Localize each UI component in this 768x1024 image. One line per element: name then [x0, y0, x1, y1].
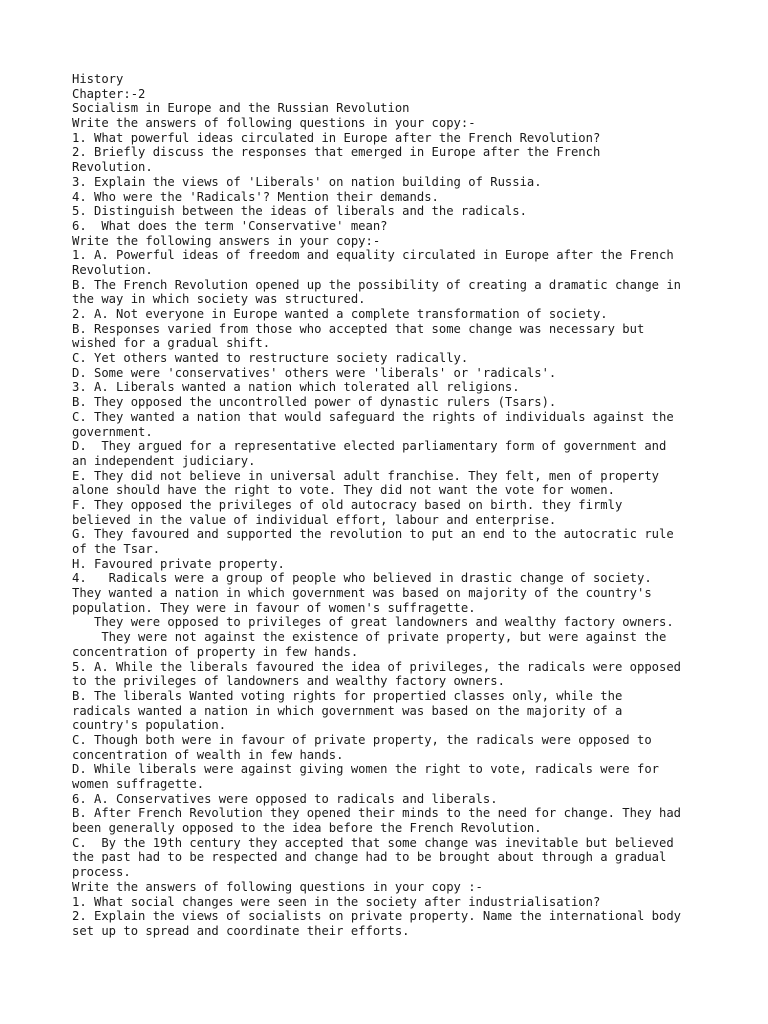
text-line: F. They opposed the privileges of old autocracy based on birth. they firmly [72, 497, 623, 512]
text-line: country's population. [72, 718, 227, 733]
text-line: alone should have the right to vote. They did not want the vote for women. [72, 483, 615, 498]
text-line: 1. A. Powerful ideas of freedom and equality circulated in Europe after the French [72, 248, 674, 263]
text-line: 6. What does the term 'Conservative' mean? [72, 218, 388, 233]
text-line: 2. A. Not everyone in Europe wanted a complete transformation of society. [72, 307, 608, 321]
text-line: C. Yet others wanted to restructure society radically. [72, 351, 469, 366]
text-line: They were opposed to privileges of great landowners and wealthy factory owners. [72, 615, 674, 630]
text-line: been generally opposed to the idea before the French Revolution. [72, 821, 542, 836]
text-line: G. They favoured and supported the revolution to put an end to the autocratic rule [72, 527, 674, 542]
text-line: Revolution. [72, 262, 153, 277]
text-line: History [72, 72, 124, 86]
document-page [72, 72, 712, 939]
text-line: population. They were in favour of women's suffragette. [72, 600, 476, 615]
text-line: Socialism in Europe and the Russian Revolution [72, 101, 410, 116]
text-line: 4. Who were the 'Radicals'? Mention their demands. [72, 189, 439, 204]
text-line: They wanted a nation in which government was based on majority of the country's [72, 586, 652, 601]
text-line: the past had to be respected and change had to be brought about through a gradual [72, 850, 667, 865]
text-line: set up to spread and coordinate their efforts. [72, 923, 410, 938]
text-line: concentration of wealth in few hands. [72, 747, 344, 762]
text-line: 5. Distinguish between the ideas of liberals and the radicals. [72, 204, 527, 219]
text-line: Chapter:-2 [72, 86, 146, 101]
text-line: process. [72, 865, 131, 880]
text-line: D. Some were 'conservatives' others were 'liberals' or 'radicals'. [72, 365, 557, 380]
text-line: C. Though both were in favour of private property, the radicals were opposed to [72, 732, 652, 747]
text-line: wished for a gradual shift. [72, 336, 271, 351]
text-line: Write the following answers in your copy:- [72, 233, 381, 248]
text-line: government. [72, 424, 153, 439]
text-line: C. They wanted a nation that would safeguard the rights of individuals against the [72, 409, 674, 424]
text-line: B. After French Revolution they opened their minds to the need for change. They had [72, 806, 682, 821]
text-line: C. By the 19th century they accepted that some change was inevitable but believed [72, 835, 674, 850]
text-line: of the Tsar. [72, 542, 161, 556]
text-line: to the privileges of landowners and wealthy factory owners. [72, 674, 505, 689]
text-line: 3. A. Liberals wanted a nation which tolerated all religions. [72, 380, 520, 395]
text-line: 6. A. Conservatives were opposed to radicals and liberals. [72, 791, 498, 806]
text-line: Write the answers of following questions in your copy :- [72, 879, 483, 894]
text-line: 2. Explain the views of socialists on private property. Name the international body [72, 909, 682, 924]
text-line: H. Favoured private property. [72, 556, 285, 571]
text-line: the way in which society was structured. [72, 292, 366, 307]
text-line: 1. What powerful ideas circulated in Europe after the French Revolution? [72, 130, 601, 145]
text-line: women suffragette. [72, 777, 205, 791]
text-line: B. Responses varied from those who accepted that some change was necessary but [72, 321, 645, 336]
text-line: believed in the value of individual effort, labour and enterprise. [72, 512, 557, 527]
text-line: E. They did not believe in universal adult franchise. They felt, men of property [72, 468, 659, 483]
text-line: 1. What social changes were seen in the society after industrialisation? [72, 894, 601, 909]
text-line: Write the answers of following questions in your copy:- [72, 116, 476, 131]
text-line: D. While liberals were against giving women the right to vote, radicals were for [72, 762, 659, 777]
text-line: 4. Radicals were a group of people who believed in drastic change of society. [72, 571, 652, 586]
text-line: concentration of property in few hands. [72, 644, 359, 659]
text-line: 5. A. While the liberals favoured the idea of privileges, the radicals were opposed [72, 659, 682, 674]
text-line: Revolution. [72, 160, 153, 175]
text-line: B. They opposed the uncontrolled power of dynastic rulers (Tsars). [72, 395, 557, 410]
text-line: an independent judiciary. [72, 453, 256, 468]
text-line: B. The liberals Wanted voting rights for propertied classes only, while the [72, 688, 623, 703]
text-line: 2. Briefly discuss the responses that emerged in Europe after the French [72, 145, 601, 160]
text-line: radicals wanted a nation in which government was based on the majority of a [72, 703, 623, 718]
text-line: 3. Explain the views of 'Liberals' on nation building of Russia. [72, 174, 542, 189]
text-line: B. The French Revolution opened up the possibility of creating a dramatic change in [72, 277, 682, 292]
text-line: They were not against the existence of private property, but were against the [72, 630, 667, 645]
text-line: D. They argued for a representative elected parliamentary form of government and [72, 439, 667, 454]
